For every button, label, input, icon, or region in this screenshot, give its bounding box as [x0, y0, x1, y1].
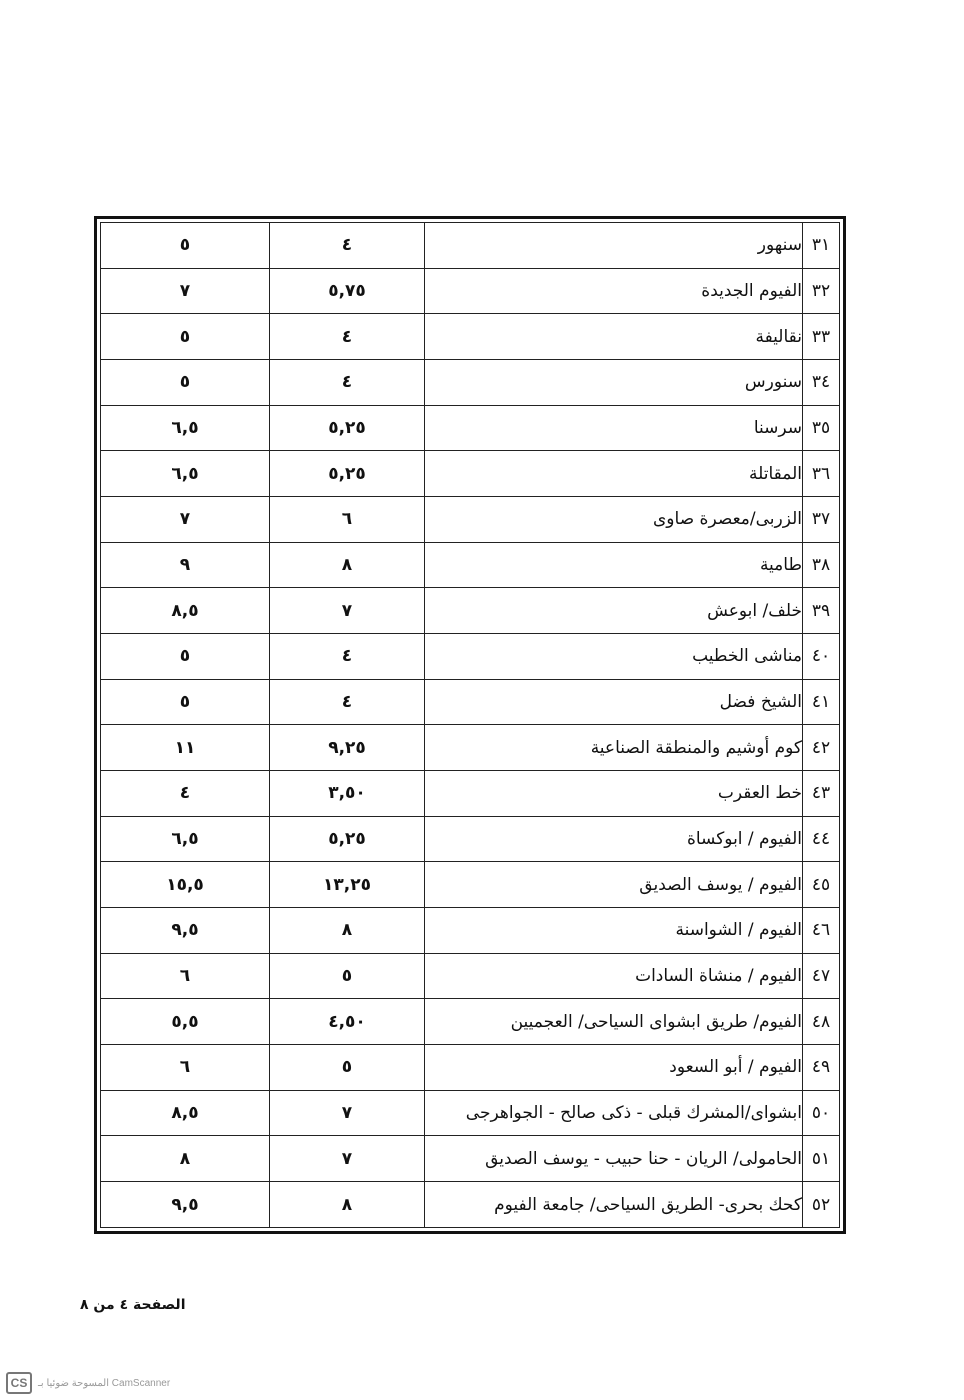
- old-fare-cell: ٤: [270, 223, 425, 269]
- old-fare-cell: ٥,٢٥: [270, 405, 425, 451]
- row-number-cell: ٤٦: [803, 908, 840, 954]
- new-fare-cell: ٥: [101, 360, 270, 406]
- table-row: [101, 497, 840, 543]
- new-fare-cell: ٧: [101, 497, 270, 543]
- row-number-cell: ٣٢: [803, 268, 840, 314]
- old-fare-cell: ٨: [270, 1182, 425, 1228]
- old-fare-cell: ٧: [270, 1090, 425, 1136]
- new-fare-cell: ١٥,٥: [101, 862, 270, 908]
- old-fare-cell: ٤,٥٠: [270, 999, 425, 1045]
- fare-table-body: [101, 223, 840, 1228]
- camscanner-logo-icon: CS: [6, 1372, 32, 1394]
- table-row: [101, 268, 840, 314]
- route-name-cell: كوم أوشيم والمنطقة الصناعية: [425, 725, 803, 771]
- new-fare-cell: ٨: [101, 1136, 270, 1182]
- old-fare-cell: ٥: [270, 1045, 425, 1091]
- row-number-cell: ٤٧: [803, 953, 840, 999]
- old-fare-cell: ٨: [270, 542, 425, 588]
- new-fare-cell: ٦: [101, 1045, 270, 1091]
- row-number-cell: ٣٨: [803, 542, 840, 588]
- table-row: [101, 451, 840, 497]
- route-name-cell: الفيوم / منشاة السادات: [425, 953, 803, 999]
- new-fare-cell: ٩: [101, 542, 270, 588]
- fare-table: [100, 222, 840, 1228]
- old-fare-cell: ٥,٢٥: [270, 451, 425, 497]
- new-fare-cell: ٥: [101, 679, 270, 725]
- row-number-cell: ٤٠: [803, 634, 840, 680]
- route-name-cell: الفيوم / أبو السعود: [425, 1045, 803, 1091]
- table-row: [101, 314, 840, 360]
- old-fare-cell: ٨: [270, 908, 425, 954]
- row-number-cell: ٣٩: [803, 588, 840, 634]
- table-row: [101, 999, 840, 1045]
- old-fare-cell: ٧: [270, 1136, 425, 1182]
- row-number-cell: ٤٤: [803, 816, 840, 862]
- table-row: [101, 634, 840, 680]
- table-row: [101, 360, 840, 406]
- new-fare-cell: ٦: [101, 953, 270, 999]
- new-fare-cell: ٩,٥: [101, 1182, 270, 1228]
- table-row: [101, 1045, 840, 1091]
- table-row: [101, 953, 840, 999]
- route-name-cell: نقاليفة: [425, 314, 803, 360]
- old-fare-cell: ٩,٢٥: [270, 725, 425, 771]
- row-number-cell: ٤٨: [803, 999, 840, 1045]
- camscanner-watermark: [6, 1372, 170, 1394]
- row-number-cell: ٤٥: [803, 862, 840, 908]
- row-number-cell: ٣٣: [803, 314, 840, 360]
- new-fare-cell: ٥: [101, 634, 270, 680]
- route-name-cell: الفيوم / ابوكساة: [425, 816, 803, 862]
- old-fare-cell: ٥,٧٥: [270, 268, 425, 314]
- old-fare-cell: ٣,٥٠: [270, 771, 425, 817]
- table-row: [101, 725, 840, 771]
- fare-table-frame: [94, 216, 846, 1234]
- route-name-cell: الفيوم / يوسف الصديق: [425, 862, 803, 908]
- route-name-cell: ابشواى/المشرك قبلى - ذكى صالح - الجواهرجى: [425, 1090, 803, 1136]
- table-row: [101, 908, 840, 954]
- old-fare-cell: ٥: [270, 953, 425, 999]
- new-fare-cell: ٨,٥: [101, 1090, 270, 1136]
- route-name-cell: سنورس: [425, 360, 803, 406]
- old-fare-cell: ١٣,٢٥: [270, 862, 425, 908]
- table-row: [101, 1182, 840, 1228]
- route-name-cell: مناشى الخطيب: [425, 634, 803, 680]
- new-fare-cell: ١١: [101, 725, 270, 771]
- route-name-cell: الفيوم/ طريق ابشواى السياحى/ العجميين: [425, 999, 803, 1045]
- new-fare-cell: ٨,٥: [101, 588, 270, 634]
- new-fare-cell: ٩,٥: [101, 908, 270, 954]
- table-row: [101, 862, 840, 908]
- route-name-cell: الحامولى/ الريان - حنا حبيب - يوسف الصديق: [425, 1136, 803, 1182]
- row-number-cell: ٣٦: [803, 451, 840, 497]
- row-number-cell: ٣١: [803, 223, 840, 269]
- camscanner-watermark-text: المسوحة ضوئيا بـ CamScanner: [38, 1377, 171, 1389]
- new-fare-cell: ٦,٥: [101, 405, 270, 451]
- route-name-cell: كحك بحرى- الطريق السياحى/ جامعة الفيوم: [425, 1182, 803, 1228]
- row-number-cell: ٤١: [803, 679, 840, 725]
- route-name-cell: خلف/ ابوعش: [425, 588, 803, 634]
- row-number-cell: ٥١: [803, 1136, 840, 1182]
- new-fare-cell: ٤: [101, 771, 270, 817]
- row-number-cell: ٣٧: [803, 497, 840, 543]
- old-fare-cell: ٤: [270, 360, 425, 406]
- old-fare-cell: ٤: [270, 679, 425, 725]
- row-number-cell: ٣٥: [803, 405, 840, 451]
- table-row: [101, 679, 840, 725]
- new-fare-cell: ٥: [101, 223, 270, 269]
- row-number-cell: ٥٢: [803, 1182, 840, 1228]
- old-fare-cell: ٥,٢٥: [270, 816, 425, 862]
- route-name-cell: الفيوم / الشواسنة: [425, 908, 803, 954]
- table-row: [101, 1090, 840, 1136]
- route-name-cell: سنهور: [425, 223, 803, 269]
- table-row: [101, 1136, 840, 1182]
- route-name-cell: الشيخ فضل: [425, 679, 803, 725]
- route-name-cell: خط العقرب: [425, 771, 803, 817]
- table-row: [101, 542, 840, 588]
- new-fare-cell: ٦,٥: [101, 816, 270, 862]
- route-name-cell: المقاتلة: [425, 451, 803, 497]
- row-number-cell: ٤٣: [803, 771, 840, 817]
- route-name-cell: الفيوم الجديدة: [425, 268, 803, 314]
- old-fare-cell: ٤: [270, 634, 425, 680]
- old-fare-cell: ٧: [270, 588, 425, 634]
- table-row: [101, 771, 840, 817]
- row-number-cell: ٤٩: [803, 1045, 840, 1091]
- table-row: [101, 405, 840, 451]
- route-name-cell: الزربى/معصرة صاوى: [425, 497, 803, 543]
- route-name-cell: سرسنا: [425, 405, 803, 451]
- table-row: [101, 223, 840, 269]
- table-row: [101, 816, 840, 862]
- table-row: [101, 588, 840, 634]
- row-number-cell: ٥٠: [803, 1090, 840, 1136]
- old-fare-cell: ٤: [270, 314, 425, 360]
- row-number-cell: ٣٤: [803, 360, 840, 406]
- old-fare-cell: ٦: [270, 497, 425, 543]
- new-fare-cell: ٥,٥: [101, 999, 270, 1045]
- route-name-cell: طامية: [425, 542, 803, 588]
- new-fare-cell: ٥: [101, 314, 270, 360]
- new-fare-cell: ٧: [101, 268, 270, 314]
- row-number-cell: ٤٢: [803, 725, 840, 771]
- new-fare-cell: ٦,٥: [101, 451, 270, 497]
- page-number-footer: الصفحة ٤ من ٨: [80, 1297, 186, 1313]
